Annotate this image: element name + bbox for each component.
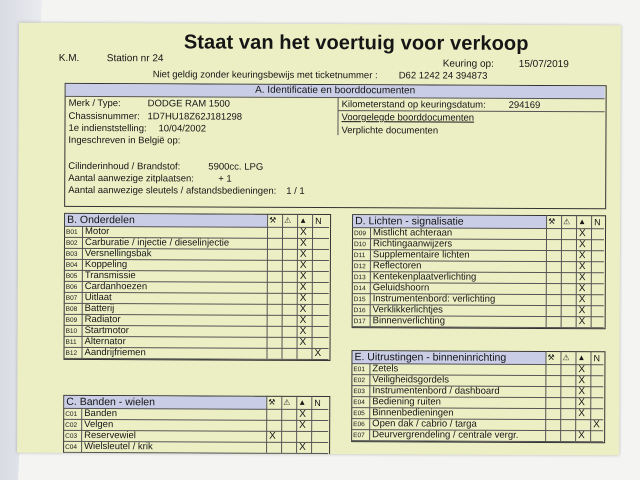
section-d-title: D. Lichten - signalisatie	[353, 215, 546, 229]
check-mark: X	[299, 292, 307, 304]
row-code: C01	[65, 410, 78, 418]
check-mark: X	[299, 270, 307, 282]
row-code: E04	[353, 399, 365, 407]
row-label: Banden	[84, 407, 118, 420]
row-label: Startmotor	[84, 324, 129, 337]
row-code: B01	[66, 228, 78, 236]
section-a-header: A. Identificatie en boorddocumenten	[66, 84, 605, 98]
check-mark: X	[299, 237, 307, 249]
row-label: Verklikkerlichtjes	[372, 304, 443, 316]
row-label: Motor	[85, 225, 110, 238]
row-code: B10	[65, 327, 78, 335]
row-label: Instrumentenbord / dashboard	[372, 385, 500, 397]
warning-icon: ⚠	[563, 217, 571, 227]
check-mark: X	[578, 386, 586, 398]
row-code: E07	[353, 432, 365, 440]
ticket-notice: Niet geldig zonder keuringsbewijs met ticketnummer :	[152, 69, 378, 82]
wrench-icon: ⚒	[268, 397, 276, 407]
check-mark: X	[578, 430, 585, 442]
check-mark: X	[578, 305, 586, 317]
keuring-date: 15/07/2019	[518, 58, 569, 71]
vehicle-report-document	[17, 23, 621, 456]
check-mark: X	[593, 419, 600, 431]
row-code: B09	[65, 316, 78, 324]
check-mark: X	[578, 364, 586, 376]
row-label: Uitlaat	[84, 291, 112, 304]
check-mark: X	[578, 250, 586, 262]
wrench-icon: ⚒	[547, 352, 555, 363]
row-code: B07	[65, 294, 78, 302]
check-mark: X	[299, 408, 306, 420]
check-mark: X	[314, 347, 322, 360]
check-mark: X	[299, 419, 306, 431]
chassis-label: Chassisnummer:	[68, 110, 140, 123]
check-mark: X	[578, 261, 586, 273]
warning-icon: ⚠	[562, 353, 570, 363]
row-code: E02	[353, 377, 365, 385]
row-label: Zetels	[372, 363, 399, 375]
zitplaatsen-value: + 1	[218, 173, 232, 185]
check-mark: X	[579, 228, 586, 240]
row-label: Versnellingsbak	[84, 247, 152, 260]
ingeschreven-label: Ingeschreven in België op:	[68, 134, 181, 147]
row-code: B06	[65, 283, 78, 291]
row-label: Deurvergrendeling / centrale vergr.	[372, 429, 519, 441]
n-column-header: N	[593, 353, 601, 364]
row-code: D16	[353, 307, 366, 315]
merk-value: DODGE RAM 1500	[147, 98, 230, 110]
row-code: D17	[353, 318, 366, 326]
row-label: Reservewiel	[84, 429, 136, 442]
check-mark: X	[578, 316, 586, 328]
row-label: Veiligheidsgordels	[372, 374, 450, 386]
car-icon: ▲	[577, 353, 586, 363]
row-label: Mistlicht achteraan	[373, 227, 453, 239]
n-column-header: N	[314, 397, 321, 409]
ingebruik-value: 10/04/2002	[158, 123, 207, 135]
check-mark: X	[299, 259, 307, 271]
row-code: D11	[353, 252, 366, 260]
zitplaatsen-label: Aantal aanwezige zitplaatsen:	[68, 172, 194, 185]
sleutels-value: 1 / 1	[286, 185, 305, 197]
merk-label: Merk / Type:	[68, 97, 121, 110]
check-mark: X	[300, 226, 307, 238]
row-label: Radiator	[84, 313, 121, 326]
check-mark: X	[299, 281, 307, 293]
row-label: Instrumentenbord: verlichting	[372, 293, 496, 305]
km-stand-label: Kilometerstand op keuringsdatum:	[341, 99, 486, 111]
row-label: Koppeling	[84, 258, 128, 271]
row-label: Geluidshoorn	[372, 282, 430, 294]
row-label: Binnenbedieningen	[372, 407, 454, 419]
km-stand-value: 294169	[508, 99, 541, 111]
wrench-icon: ⚒	[269, 215, 277, 225]
car-icon: ▲	[299, 215, 308, 225]
cilinder-label: Cilinderinhoud / Brandstof:	[68, 160, 181, 173]
row-label: Carburatie / injectie / dieselinjectie	[84, 236, 230, 249]
row-code: B11	[65, 338, 77, 346]
n-column-header: N	[315, 215, 322, 227]
row-code: B04	[65, 261, 78, 269]
check-mark: X	[299, 303, 307, 315]
document-title: Staat van het voertuig voor verkoop	[183, 31, 529, 55]
check-mark: X	[578, 283, 586, 295]
row-code: B03	[65, 250, 78, 258]
docs-label: Voorgelegde boorddocumenten	[341, 112, 475, 124]
check-mark: X	[578, 375, 586, 387]
section-b-title: B. Onderdelen	[65, 214, 267, 228]
keuring-label: Keuring op:	[442, 58, 494, 70]
check-mark: X	[269, 430, 276, 442]
check-mark: X	[299, 314, 307, 326]
warning-icon: ⚠	[284, 215, 292, 225]
row-code: B12	[65, 349, 78, 357]
row-code: E06	[353, 421, 365, 429]
check-mark: X	[299, 441, 306, 453]
row-code: E05	[353, 410, 365, 418]
n-column-header: N	[594, 217, 601, 228]
check-mark: X	[578, 272, 586, 284]
docs-value: Verplichte documenten	[341, 125, 439, 137]
station-label: Station nr 24	[106, 53, 164, 65]
row-code: C02	[65, 421, 78, 429]
row-code: D12	[353, 263, 366, 271]
check-mark: X	[299, 336, 307, 348]
row-label: Alternator	[84, 335, 126, 348]
row-label: Binnenverlichting	[372, 315, 446, 327]
row-label: Cardanhoezen	[84, 280, 148, 293]
row-code: B02	[65, 239, 78, 247]
check-mark: X	[299, 248, 307, 260]
row-label: Transmissie	[84, 269, 136, 282]
check-mark: X	[578, 239, 586, 251]
car-icon: ▲	[578, 217, 587, 227]
chassis-value: 1D7HU18Z62J181298	[147, 111, 243, 123]
cilinder-value: 5900cc. LPG	[208, 161, 264, 173]
section-c-title: C. Banden - wielen	[64, 396, 266, 410]
ticket-number: D62 1242 24 394873	[398, 70, 488, 82]
car-icon: ▲	[298, 397, 307, 407]
row-label: Batterij	[84, 302, 115, 315]
km-label: K.M.	[58, 52, 80, 64]
row-label: Supplementaire lichten	[372, 249, 470, 261]
row-label: Reflectoren	[372, 260, 422, 272]
row-code: B08	[65, 305, 78, 313]
check-mark: X	[578, 294, 586, 306]
row-code: E01	[353, 366, 366, 374]
section-e-title: E. Uitrustingen - binneninrichting	[352, 351, 545, 365]
wrench-icon: ⚒	[548, 216, 556, 227]
check-mark: X	[299, 325, 307, 337]
row-label: Richtingaanwijzers	[372, 238, 453, 250]
row-code: D10	[353, 241, 366, 249]
row-label: Wielsleutel / krik	[84, 440, 153, 453]
sleutels-label: Aantal aanwezige sleutels / afstandsbedieningen:	[68, 184, 277, 197]
row-code: E03	[353, 388, 365, 396]
row-code: D15	[353, 296, 366, 304]
row-label: Open dak / cabrio / targa	[372, 418, 477, 430]
row-code: B05	[65, 272, 78, 280]
row-code: C03	[65, 432, 78, 440]
row-code: C04	[65, 443, 78, 451]
ingebruik-label: 1e indienststelling:	[68, 122, 147, 135]
row-code: D13	[353, 274, 366, 282]
row-label: Kentekenplaatverlichting	[372, 271, 477, 283]
row-code: D09	[354, 230, 366, 238]
row-label: Aandrijfriemen	[84, 346, 146, 359]
check-mark: X	[578, 397, 585, 409]
row-label: Bediening ruiten	[372, 396, 441, 408]
warning-icon: ⚠	[283, 397, 291, 407]
row-label: Velgen	[84, 418, 114, 431]
row-code: D14	[353, 285, 366, 293]
check-mark: X	[578, 408, 585, 420]
